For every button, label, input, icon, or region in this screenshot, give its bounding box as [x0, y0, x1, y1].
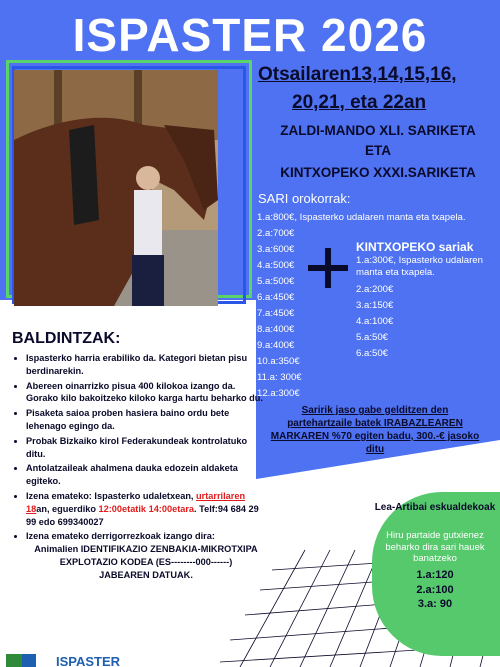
prize-item: 2.a:100 — [416, 583, 454, 596]
registration-phone: . Telf:94 684 29 99 edo 699340027 — [26, 503, 259, 527]
regional-prizes-list — [372, 568, 498, 612]
condition-item: • Ispasterko harria erabiliko da. Kategori bietan pisu berdinarekin. — [26, 352, 266, 378]
prize-item: 10.a:350€ — [257, 356, 300, 367]
event-line-3: KINTXOPEKO XXXI.SARIKETA — [280, 165, 476, 180]
kintxopeko-prizes-list — [356, 255, 496, 362]
plus-icon — [308, 248, 348, 288]
regional-prizes-description: Hiru partaide gutxienez beharko dira sari hauek banatzeko — [385, 530, 485, 564]
prize-item: 6.a:50€ — [356, 348, 389, 359]
svg-text:ISPASTER: ISPASTER — [56, 654, 121, 667]
condition-item: • Abereen oinarrizko pisua 400 kilokoa izango da. Gorako kilo bakoitzeko kiloko karga hartu beharko du. — [26, 380, 266, 406]
condition-item: • Antolatzaileak ahalmena dauka edozein aldaketa egiteko. — [26, 462, 266, 488]
requirement-item: JABEAREN DATUAK. — [99, 569, 193, 580]
prize-item: 12.a:300€ — [257, 388, 300, 399]
requirements-label: Izena emateko derrigorrezkoak izango dira: — [26, 531, 215, 542]
condition-item-registration — [26, 490, 266, 528]
registration-date: urtarrilaren 18 — [26, 490, 246, 514]
prize-item: 4.a:500€ — [257, 260, 295, 271]
prize-item: 7.a:450€ — [257, 308, 295, 319]
prize-item: 11.a: 300€ — [257, 372, 302, 383]
condition-item: • Pisaketa saioa proben hasiera baino ordu bete lehenago egingo da. — [26, 407, 266, 433]
overall-prizes-title: SARI orokorrak: — [258, 191, 351, 206]
prize-item: 5.a:500€ — [257, 276, 295, 287]
prize-item: 1.a:800€, Ispasterko udalaren manta eta txapela. — [257, 212, 466, 223]
prize-item: 5.a:50€ — [356, 332, 389, 343]
prize-item: 2.a:200€ — [356, 284, 394, 295]
prize-item: 4.a:100€ — [356, 316, 394, 327]
conditions-title: BALDINTZAK: — [12, 330, 121, 347]
registration-time-prefix: an, eguerdiko — [36, 503, 99, 514]
prize-item: 8.a:400€ — [257, 324, 295, 335]
requirement-item: Animalien IDENTIFIKAZIO ZENBAKIA-MIKROTXIPA — [34, 544, 258, 555]
prize-item: 9.a:400€ — [257, 340, 295, 351]
ispaster-logo — [6, 654, 156, 667]
registration-place: Izena emateko: Ispasterko udaletxean, — [26, 490, 194, 501]
prize-item: 2.a:700€ — [257, 228, 295, 239]
regional-prizes-title: Lea-Artibai eskualdekoak — [374, 502, 496, 513]
condition-item: • Probak Bizkaiko kirol Federakundeak kontrolatuko ditu. — [26, 435, 266, 461]
horse-photo — [14, 70, 218, 306]
event-line-1: ZALDI-MANDO XLI. SARIKETA — [280, 123, 476, 138]
prize-item: 3.a: 90 — [417, 598, 453, 610]
dates-line-2: 20,21, eta 22an — [292, 92, 427, 113]
event-line-2: ETA — [365, 143, 391, 158]
conditions-list — [14, 352, 266, 584]
consolation-note: Saririk jaso gabe gelditzen den partehartzaile batek IRABAZLEAREN MARKAREN %70 egiten badu, 300.-€ jasoko ditu — [270, 405, 480, 455]
condition-item-requirements — [26, 530, 266, 581]
registration-time: 12:00etatik 14:00etara — [98, 503, 195, 514]
prize-item: 1.a:300€, Ispasterko udalaren manta eta txapela. — [356, 255, 483, 278]
poster-title: ISPASTER 2026 — [72, 9, 428, 61]
prize-item: 6.a:450€ — [257, 292, 295, 303]
prize-item: 3.a:150€ — [356, 300, 394, 311]
prize-item: 1.a:120 — [416, 569, 454, 581]
kintxopeko-prizes-title: KINTXOPEKO sariak — [356, 240, 474, 254]
prize-item: 3.a:600€ — [257, 244, 295, 255]
dates-line-1: Otsailaren13,14,15,16, — [258, 64, 457, 85]
requirement-item: EXPLOTAZIO KODEA (ES--------000------) — [59, 556, 233, 567]
